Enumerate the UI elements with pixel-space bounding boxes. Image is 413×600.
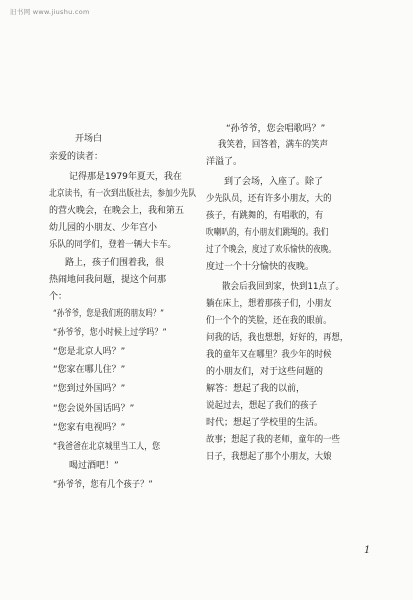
text-line: 到了会场，入座了。除了: [224, 177, 324, 187]
text-line: 我笑着，回答着，满车的笑声: [218, 140, 328, 150]
dialogue-line: “我爸爸在北京城里当工人，您: [53, 442, 161, 452]
text-line: 洋溢了。: [206, 157, 243, 167]
salutation: 亲爱的读者：: [49, 152, 104, 162]
text-line: 吹喇叭的，有小朋友们跳绳的。我们: [206, 228, 329, 238]
dialogue-line: “您是北京人吗？”: [53, 347, 126, 357]
text-line: 热闹地问我问题，提这个问那: [49, 275, 167, 285]
text-line: 记得那是1979年夏天，我在: [69, 172, 182, 182]
text-line: 的营火晚会，在晚会上，我和第五: [49, 206, 185, 216]
section-title: 开场白: [75, 134, 103, 144]
text-line: 度过一个十分愉快的夜晚。: [206, 262, 315, 272]
text-line: 幼儿园的小朋友、少年宫小: [49, 223, 158, 233]
text-line: 我的童年又在哪里？我少年的时候: [206, 350, 332, 360]
watermark: 旧书网 www.jiushu.com: [10, 8, 90, 16]
page-number: 1: [364, 545, 371, 556]
dialogue-line: “孙爷爷，您有几个孩子？”: [53, 480, 153, 490]
text-line: 乐队的同学们，登着一辆大卡车。: [49, 240, 176, 250]
dialogue-line: “您会说外国话吗？”: [53, 404, 135, 414]
text-line: 个：: [49, 292, 68, 302]
text-line: 故事；想起了我的老师，童年的一些: [206, 435, 340, 445]
text-line: 散会后我回到家，快到11点了。: [222, 282, 345, 292]
text-line: 路上，孩子们围着我，很: [65, 258, 165, 268]
dialogue-line: “孙爷爷，您会唱歌吗？”: [226, 124, 326, 134]
dialogue-line: “您家有电视吗？”: [53, 423, 126, 433]
text-line: 躺在床上，想着那孩子们，小朋友: [206, 299, 332, 309]
text-line: 时代；想起了学校里的生活。: [206, 418, 324, 428]
text-line: 解答：想起了我的以前，: [206, 384, 306, 394]
dialogue-line: “孙爷爷，您是我们班的朋友吗？”: [53, 309, 164, 319]
text-line: 北京读书，有一次到出版社去，参加少先队: [49, 189, 197, 199]
dialogue-line: 喝过酒吧！”: [69, 461, 119, 471]
text-line: 问我的话，我也想想，好好的，再想，: [206, 333, 349, 343]
dialogue-line: “您到过外国吗？”: [53, 384, 126, 394]
text-line: 孩子，有跳舞的，有唱歌的，有: [206, 211, 324, 221]
text-line: 少先队员，还有许多小朋友，大的: [206, 194, 332, 204]
dialogue-line: “您家在哪儿住？”: [53, 365, 126, 375]
text-line: 说起过去，想起了我们的孩子: [206, 401, 318, 411]
text-line: 日子，我想起了那个小朋友，大娘: [206, 452, 332, 462]
text-line: 的小朋友们，对于这些问题的: [206, 367, 324, 377]
text-line: 们一个个的笑脸，还在我的眼前。: [206, 316, 332, 326]
text-line: 过了个晚会，度过了欢乐愉快的夜晚。: [206, 245, 337, 255]
dialogue-line: “孙爷爷，您小时候上过学吗？”: [53, 328, 167, 338]
